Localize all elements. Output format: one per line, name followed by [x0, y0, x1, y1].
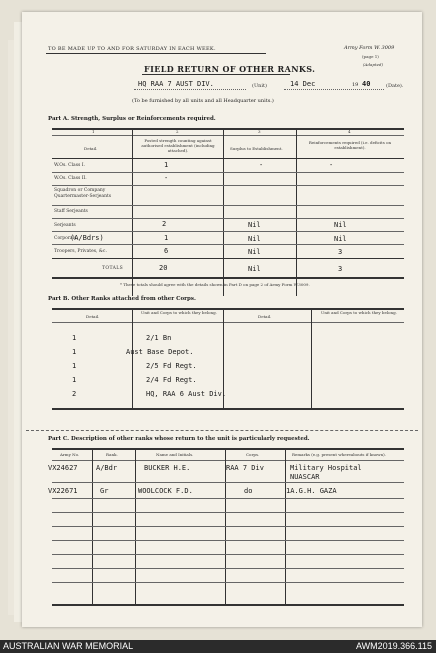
part-c-remarks: 1A.G.H. GAZA — [286, 487, 337, 495]
part-b-title: Part B. Other Ranks attached from other Corps. — [48, 296, 196, 302]
perforation-line — [26, 430, 418, 431]
footer-bar — [0, 640, 436, 653]
part-b-row-unit: 2/5 Fd Regt. — [146, 362, 197, 370]
part-b-bottom-rule — [52, 408, 404, 410]
part-c-row-rule — [52, 512, 404, 513]
date-year-prefix: 19 — [352, 82, 359, 88]
row-rule — [52, 218, 404, 219]
row-detail: Squadron or Company Quartermaster-Serjeants — [54, 188, 112, 199]
part-b-header-detail: Detail. — [86, 314, 100, 319]
row-rule — [52, 244, 404, 245]
row-rule — [52, 172, 404, 173]
row-surplus: - — [259, 161, 264, 169]
row-detail: Staff Serjeants — [54, 209, 88, 214]
unit-value: HQ RAA 7 AUST DIV. — [138, 80, 214, 88]
row-posted: - — [164, 174, 169, 182]
adapted-note: (Adapted) — [363, 62, 384, 67]
part-c-rank: A/Bdr — [96, 464, 118, 472]
row-detail: W.Os. Class II. — [54, 176, 87, 181]
part-a-title: Part A. Strength, Surplus or Reinforcements required. — [48, 116, 216, 122]
furnish-note: (To be furnished by all units and all Headquarter units.) — [132, 98, 274, 104]
totals-reinforcements: 3 — [338, 265, 343, 273]
part-b-row-unit: HQ, RAA 6 Aust Div. — [146, 390, 227, 398]
part-c-row-rule — [52, 582, 404, 583]
page-number: (page 1) — [362, 54, 379, 59]
row-surplus: Nil — [248, 221, 261, 229]
part-b-row-detail: 2 — [72, 390, 77, 398]
row-reinforcements: - — [329, 161, 334, 169]
footer-institution: AUSTRALIAN WAR MEMORIAL — [3, 641, 134, 651]
part-a-top-rule — [52, 128, 404, 130]
totals-label: TOTALS — [102, 266, 124, 271]
part-c-row-rule — [52, 568, 404, 569]
date-day: 14 Dec — [290, 80, 316, 88]
part-b-col-divider — [311, 308, 312, 408]
col-number: 3 — [258, 129, 261, 134]
row-posted: 6 — [164, 247, 169, 255]
part-c-army-no: VX22671 — [48, 487, 78, 495]
col-number: 2 — [176, 129, 179, 134]
col-header-surplus: Surplus to Establishment. — [230, 146, 283, 151]
part-b-header-unit: Unit and Corps to which they belong. — [141, 310, 217, 315]
part-c-row-rule — [52, 526, 404, 527]
part-c-row-rule — [52, 482, 404, 483]
part-c-row-rule — [52, 540, 404, 541]
row-reinforcements: 3 — [338, 248, 343, 256]
part-b-row-detail: 1 — [72, 348, 77, 356]
col-number: 4 — [348, 129, 351, 134]
row-detail-typed: (A/Bdrs) — [70, 234, 104, 242]
row-rule — [52, 231, 404, 232]
part-c-header-armyno: Army No. — [60, 452, 80, 457]
date-year-suffix: 40 — [362, 80, 371, 88]
part-a-bottom-rule — [52, 277, 404, 279]
totals-posted: 20 — [159, 264, 168, 272]
col-number: 1 — [92, 129, 95, 134]
date-line — [284, 89, 384, 90]
part-a-col-divider — [132, 128, 133, 296]
part-b-row-unit: 2/1 Bn — [146, 334, 172, 342]
part-b-header-unit: Unit and Corps to which they belong. — [321, 310, 397, 315]
row-detail: Troopers, Privates, &c. — [54, 249, 107, 254]
part-c-header-corps: Corps. — [246, 452, 260, 457]
part-b-col-divider — [132, 308, 133, 408]
form-title: FIELD RETURN OF OTHER RANKS. — [144, 64, 316, 74]
row-rule — [52, 205, 404, 206]
part-c-corps: RAA 7 Div — [226, 464, 264, 472]
part-c-rank: Gr — [100, 487, 109, 495]
part-b-row-detail: 1 — [72, 362, 77, 370]
row-reinforcements: Nil — [334, 235, 347, 243]
part-c-header-name: Name and Initials. — [156, 452, 194, 457]
part-b-header-detail: Detail. — [258, 314, 272, 319]
top-note-underline — [46, 53, 266, 54]
part-c-header-rank: Rank. — [106, 452, 118, 457]
row-detail: Serjeants — [54, 223, 76, 228]
row-surplus: Nil — [248, 235, 261, 243]
row-surplus: Nil — [248, 248, 261, 256]
form-title-underline — [142, 74, 290, 75]
part-c-name: WOOLCOCK F.D. — [138, 487, 193, 495]
part-b-row-unit: 2/4 Fd Regt. — [146, 376, 197, 384]
part-c-remarks: Military Hospital — [290, 464, 362, 472]
row-posted: 2 — [162, 220, 167, 228]
part-c-remarks-line2: NUASCAR — [290, 473, 320, 481]
row-rule — [52, 185, 404, 186]
part-c-bottom-rule — [52, 604, 404, 606]
part-a-col-divider — [223, 128, 224, 296]
part-a-num-rule — [52, 135, 404, 136]
part-c-row-rule — [52, 498, 404, 499]
part-a-footnote: * These totals should agree with the details shown in Part D on page 2 of Army Form W.3009. — [120, 282, 310, 287]
row-posted: 1 — [164, 161, 169, 169]
row-reinforcements: Nil — [334, 221, 347, 229]
form-page — [22, 12, 422, 627]
part-a-header-rule — [52, 158, 404, 159]
col-header-posted: Posted strength counting against authorised establishment (including attached). — [141, 138, 215, 153]
part-b-row-detail: 1 — [72, 334, 77, 342]
row-detail: W.Os. Class I. — [54, 163, 85, 168]
part-b-header-rule — [52, 322, 404, 323]
date-label: (Date). — [386, 83, 404, 89]
part-c-corps: do — [244, 487, 253, 495]
part-a-col-divider — [296, 128, 297, 296]
part-b-row-detail: 1 — [72, 376, 77, 384]
unit-line — [134, 89, 246, 90]
col-header-detail: Detail. — [84, 146, 98, 151]
part-c-row-rule — [52, 554, 404, 555]
unit-label: (Unit) — [252, 83, 267, 89]
row-posted: 1 — [164, 234, 169, 242]
part-c-title: Part C. Description of other ranks whose return to the unit is particularly requested. — [48, 436, 310, 442]
totals-top-rule — [52, 258, 404, 259]
army-form-number: Army Form W. 3009 — [344, 45, 395, 51]
footer-accession-number: AWM2019.366.115 — [355, 641, 432, 651]
part-b-row-unit: Aust Base Depot. — [126, 348, 194, 356]
part-c-army-no: VX24627 — [48, 464, 78, 472]
part-c-header-remarks: Remarks (e.g. present whereabouts if known). — [292, 452, 387, 457]
row-detail: Corporals — [54, 236, 77, 241]
col-header-reinforcements: Reinforcements required (i.e. deficits on establishment). — [308, 140, 392, 150]
part-c-header-rule — [52, 460, 404, 461]
part-c-name: BUCKER H.E. — [144, 464, 191, 472]
top-note: TO BE MADE UP TO AND FOR SATURDAY IN EACH WEEK. — [48, 46, 216, 52]
totals-surplus: Nil — [248, 265, 261, 273]
part-c-top-rule — [52, 448, 404, 450]
